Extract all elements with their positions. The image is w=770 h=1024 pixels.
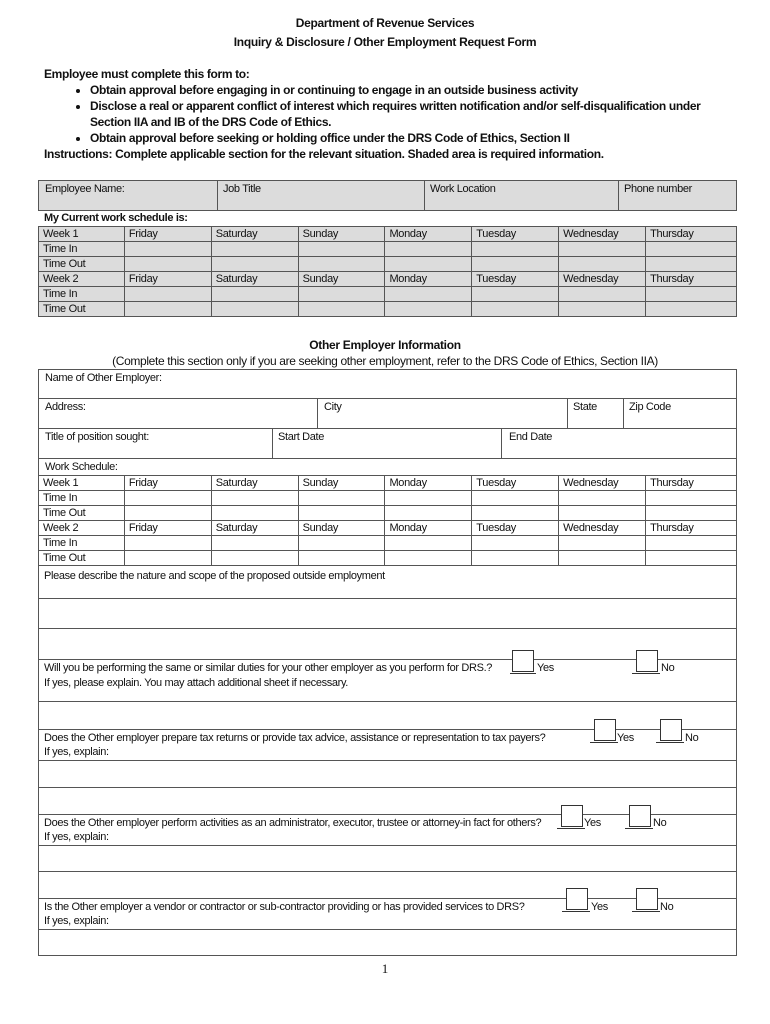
schedule-cell[interactable]: [559, 302, 646, 317]
week2-label: Week 2: [39, 272, 125, 287]
intro-bullet: • Obtain approval before seeking or holding office under the DRS Code of Ethics, Section II: [90, 130, 744, 146]
schedule-cell[interactable]: [385, 257, 472, 272]
q2-yes-checkbox[interactable]: [594, 719, 616, 741]
intro-bullet: • Disclose a real or apparent conflict of interest which requires written notification and/or self-disqualification under Section IIA and IB of the DRS Code of Ethics.: [90, 98, 720, 130]
schedule-cell[interactable]: [646, 257, 737, 272]
schedule-cell[interactable]: [211, 287, 298, 302]
work-schedule-label: Work Schedule:: [45, 461, 118, 473]
q2-yes-label: Yes: [617, 732, 634, 744]
time-out-label: Time Out: [39, 551, 125, 566]
other-employer-name-field[interactable]: Name of Other Employer:: [45, 372, 162, 384]
address-field[interactable]: Address:: [45, 401, 86, 413]
day-header: Sunday: [298, 272, 385, 287]
current-schedule-label: My Current work schedule is:: [44, 212, 188, 224]
q1-no-checkbox[interactable]: [636, 650, 658, 672]
schedule-cell[interactable]: [646, 491, 737, 506]
other-employer-heading: Other Employer Information: [309, 338, 461, 352]
table-row: [39, 491, 737, 506]
schedule-cell[interactable]: [559, 287, 646, 302]
question-4-explain: If yes, explain:: [44, 915, 109, 927]
day-header: Tuesday: [472, 476, 559, 491]
schedule-cell[interactable]: [385, 287, 472, 302]
schedule-cell[interactable]: [124, 506, 211, 521]
question-2-explain: If yes, explain:: [44, 746, 109, 758]
day-header: Wednesday: [559, 227, 646, 242]
schedule-cell[interactable]: [646, 551, 737, 566]
intro-section: [44, 66, 744, 162]
question-1-explain: If yes, please explain. You may attach additional sheet if necessary.: [44, 677, 349, 689]
schedule-cell[interactable]: [646, 302, 737, 317]
schedule-cell[interactable]: [124, 242, 211, 257]
day-header: Sunday: [298, 521, 385, 536]
week2-label: Week 2: [39, 521, 125, 536]
schedule-cell[interactable]: [472, 506, 559, 521]
job-title-field[interactable]: Job Title: [223, 183, 261, 195]
instructions: Instructions: Complete applicable section for the relevant situation. Shaded area is required information.: [44, 147, 604, 161]
schedule-cell[interactable]: [646, 506, 737, 521]
table-row: [39, 476, 737, 491]
question-1-text: Will you be performing the same or similar duties for your other employer as you perform for DRS.?: [44, 662, 493, 674]
question-3-explain: If yes, explain:: [44, 831, 109, 843]
day-header: Saturday: [211, 521, 298, 536]
day-header: Monday: [385, 272, 472, 287]
schedule-cell[interactable]: [298, 287, 385, 302]
schedule-cell[interactable]: [472, 536, 559, 551]
q1-yes-checkbox[interactable]: [512, 650, 534, 672]
q4-yes-checkbox[interactable]: [566, 888, 588, 910]
time-in-label: Time In: [39, 491, 125, 506]
day-header: Friday: [124, 521, 211, 536]
state-field[interactable]: State: [573, 401, 597, 413]
schedule-cell[interactable]: [124, 287, 211, 302]
day-header: Friday: [124, 227, 211, 242]
schedule-cell[interactable]: [559, 506, 646, 521]
table-row: [39, 521, 737, 536]
schedule-cell[interactable]: [385, 551, 472, 566]
q3-yes-label: Yes: [584, 817, 601, 829]
describe-label: Please describe the nature and scope of the proposed outside employment: [44, 570, 385, 582]
day-header: Saturday: [211, 227, 298, 242]
day-header: Friday: [124, 476, 211, 491]
employee-name-field[interactable]: Employee Name:: [45, 183, 125, 195]
department-title: Department of Revenue Services: [295, 16, 475, 30]
schedule-cell[interactable]: [385, 302, 472, 317]
time-in-label: Time In: [39, 536, 125, 551]
intro-bullets: [44, 82, 744, 146]
schedule-cell[interactable]: [559, 551, 646, 566]
time-out-label: Time Out: [39, 506, 125, 521]
current-schedule-table: [38, 226, 737, 317]
schedule-cell[interactable]: [298, 551, 385, 566]
q4-no-checkbox[interactable]: [636, 888, 658, 910]
phone-number-field[interactable]: Phone number: [624, 183, 692, 195]
q1-yes-label: Yes: [537, 662, 554, 674]
schedule-cell[interactable]: [385, 536, 472, 551]
schedule-cell[interactable]: [385, 506, 472, 521]
city-field[interactable]: City: [324, 401, 342, 413]
form-title: Inquiry & Disclosure / Other Employment Request Form: [233, 35, 537, 49]
day-header: Sunday: [298, 476, 385, 491]
schedule-cell[interactable]: [124, 257, 211, 272]
schedule-cell[interactable]: [211, 536, 298, 551]
q4-yes-label: Yes: [591, 901, 608, 913]
q3-no-checkbox[interactable]: [629, 805, 651, 827]
page-number: 1: [381, 961, 389, 976]
q4-no-label: No: [660, 901, 674, 913]
table-row: [39, 287, 737, 302]
schedule-cell[interactable]: [472, 242, 559, 257]
schedule-cell[interactable]: [211, 551, 298, 566]
schedule-cell[interactable]: [298, 257, 385, 272]
day-header: Monday: [385, 476, 472, 491]
schedule-cell[interactable]: [298, 491, 385, 506]
schedule-cell[interactable]: [559, 491, 646, 506]
schedule-cell[interactable]: [211, 491, 298, 506]
time-in-label: Time In: [39, 242, 125, 257]
start-date-field[interactable]: Start Date: [278, 431, 325, 443]
schedule-cell[interactable]: [298, 506, 385, 521]
time-in-label: Time In: [39, 287, 125, 302]
schedule-cell[interactable]: [298, 302, 385, 317]
table-row: [39, 536, 737, 551]
schedule-cell[interactable]: [385, 491, 472, 506]
q3-no-label: No: [653, 817, 667, 829]
zip-code-field[interactable]: Zip Code: [629, 401, 671, 413]
day-header: Monday: [385, 227, 472, 242]
day-header: Thursday: [646, 227, 737, 242]
day-header: Thursday: [646, 272, 737, 287]
schedule-cell[interactable]: [211, 242, 298, 257]
day-header: Tuesday: [472, 521, 559, 536]
question-3-text: Does the Other employer perform activities as an administrator, executor, trustee or attorney-in fact for others?: [44, 817, 542, 829]
table-row: [39, 227, 737, 242]
table-row: [39, 302, 737, 317]
week1-label: Week 1: [39, 227, 125, 242]
other-schedule-table: [38, 475, 737, 566]
schedule-cell[interactable]: [559, 242, 646, 257]
question-2-text: Does the Other employer prepare tax returns or provide tax advice, assistance or representation to tax payers?: [44, 732, 546, 744]
end-date-field[interactable]: End Date: [509, 431, 553, 443]
schedule-cell[interactable]: [124, 551, 211, 566]
intro-bullet: • Obtain approval before engaging in or continuing to engage in an outside business activity: [90, 82, 744, 98]
time-out-label: Time Out: [39, 302, 125, 317]
schedule-cell[interactable]: [472, 551, 559, 566]
day-header: Monday: [385, 521, 472, 536]
employee-info-row: [38, 180, 737, 211]
schedule-cell[interactable]: [124, 491, 211, 506]
schedule-cell[interactable]: [472, 491, 559, 506]
day-header: Wednesday: [559, 272, 646, 287]
table-row: [39, 506, 737, 521]
intro-lead: Employee must complete this form to:: [44, 67, 250, 81]
schedule-cell[interactable]: [211, 257, 298, 272]
day-header: Wednesday: [559, 476, 646, 491]
work-location-field[interactable]: Work Location: [430, 183, 496, 195]
schedule-cell[interactable]: [124, 536, 211, 551]
question-4-text: Is the Other employer a vendor or contractor or sub-contractor providing or has provided services to DRS?: [44, 901, 525, 913]
time-out-label: Time Out: [39, 257, 125, 272]
day-header: Tuesday: [472, 227, 559, 242]
schedule-cell[interactable]: [472, 287, 559, 302]
day-header: Saturday: [211, 476, 298, 491]
day-header: Wednesday: [559, 521, 646, 536]
other-employer-subheading: (Complete this section only if you are seeking other employment, refer to the DRS Code of Ethics, Section IIA): [112, 354, 658, 368]
q2-no-label: No: [685, 732, 699, 744]
week1-label: Week 1: [39, 476, 125, 491]
table-row: [39, 272, 737, 287]
day-header: Thursday: [646, 521, 737, 536]
day-header: Sunday: [298, 227, 385, 242]
schedule-cell[interactable]: [385, 242, 472, 257]
table-row: [39, 257, 737, 272]
table-row: [39, 551, 737, 566]
position-sought-field[interactable]: Title of position sought:: [45, 431, 149, 443]
q1-no-label: No: [661, 662, 675, 674]
day-header: Friday: [124, 272, 211, 287]
schedule-cell[interactable]: [124, 302, 211, 317]
schedule-cell[interactable]: [646, 536, 737, 551]
q2-no-checkbox[interactable]: [660, 719, 682, 741]
schedule-cell[interactable]: [472, 257, 559, 272]
schedule-cell[interactable]: [298, 536, 385, 551]
schedule-cell[interactable]: [559, 257, 646, 272]
day-header: Saturday: [211, 272, 298, 287]
schedule-cell[interactable]: [646, 287, 737, 302]
schedule-cell[interactable]: [472, 302, 559, 317]
schedule-cell[interactable]: [211, 506, 298, 521]
table-row: [39, 242, 737, 257]
day-header: Thursday: [646, 476, 737, 491]
schedule-cell[interactable]: [298, 242, 385, 257]
schedule-cell[interactable]: [559, 536, 646, 551]
schedule-cell[interactable]: [646, 242, 737, 257]
q3-yes-checkbox[interactable]: [561, 805, 583, 827]
schedule-cell[interactable]: [211, 302, 298, 317]
day-header: Tuesday: [472, 272, 559, 287]
